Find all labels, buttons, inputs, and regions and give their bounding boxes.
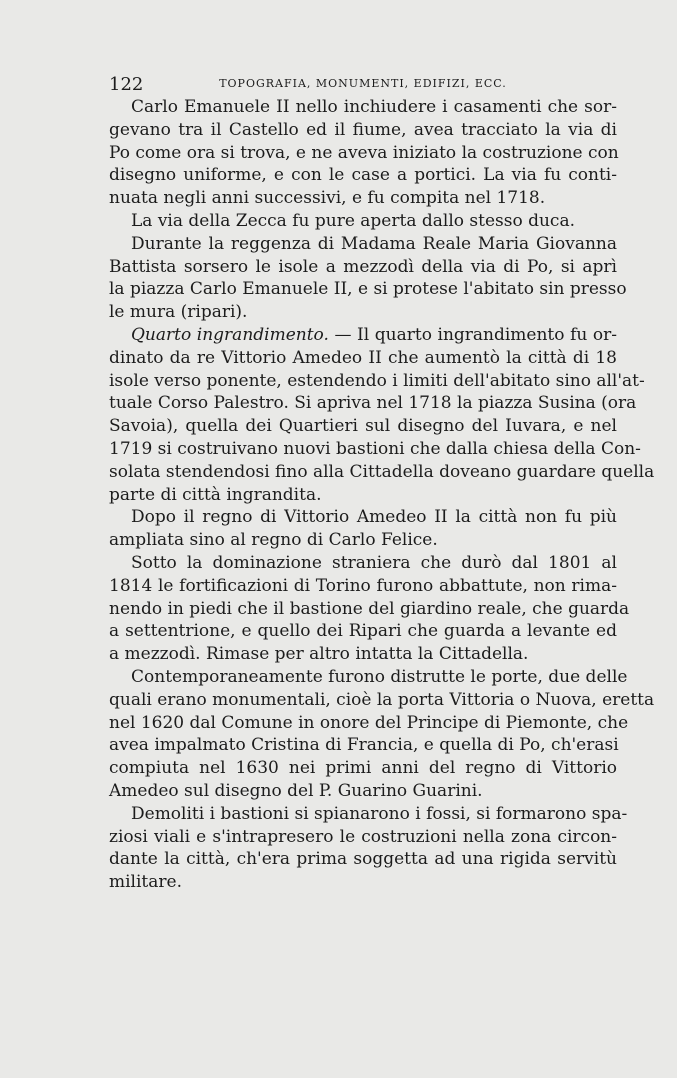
- text-line: militare.: [109, 872, 182, 893]
- text-line: ampliata sino al regno di Carlo Felice.: [109, 530, 438, 551]
- text-line: le mura (ripari).: [109, 302, 248, 323]
- paragraph: [109, 233, 627, 324]
- text-line: Savoia), quella dei Quartieri sul disegno del Iuvara, e nel: [109, 416, 617, 437]
- text-line: ziosi viali e s'intrapresero le costruzioni nella zona circon-: [109, 826, 617, 847]
- paragraph: [109, 210, 617, 233]
- running-head: TOPOGRAFIA, MONUMENTI, EDIFIZI, ECC.: [219, 77, 507, 90]
- paragraph: [109, 803, 628, 894]
- text-line: [109, 324, 617, 347]
- text-line: dante la città, ch'era prima soggetta ad una rigida servitù: [109, 849, 617, 870]
- text-body: [109, 96, 655, 894]
- paragraph: [109, 324, 655, 506]
- text-line: nel 1620 dal Comune in onore del Principe di Piemonte, che: [109, 712, 629, 733]
- paragraph: [109, 506, 617, 552]
- page-header: [109, 74, 617, 98]
- text-line: nuata negli anni successivi, e fu compita nel 1718.: [109, 188, 546, 209]
- text-line: la piazza Carlo Emanuele II, e si protese l'abitato sin presso: [109, 279, 627, 300]
- text-line: tuale Corso Palestro. Si apriva nel 1718 la piazza Susina (ora: [109, 393, 637, 414]
- text-line: Dopo il regno di Vittorio Amedeo II la città non fu più: [131, 507, 617, 528]
- text-line: La via della Zecca fu pure aperta dallo stesso duca.: [131, 210, 575, 231]
- text-line: gevano tra il Castello ed il fiume, avea tracciato la via di: [109, 119, 617, 140]
- text-line: dinato da re Vittorio Amedeo II che aumentò la città di 18: [109, 347, 617, 368]
- section-heading: Quarto ingrandimento.: [131, 324, 329, 345]
- text-line: a mezzodì. Rimase per altro intatta la Cittadella.: [109, 644, 529, 665]
- text-line: a settentrione, e quello dei Ripari che guarda a levante ed: [109, 621, 617, 642]
- text-line: parte di città ingrandita.: [109, 484, 322, 505]
- paragraph: [109, 666, 655, 803]
- text-line: isole verso ponente, estendendo i limiti dell'abitato sino all'at-: [109, 370, 645, 391]
- text-line-content: — Il quarto ingrandimento fu or-: [328, 324, 617, 345]
- text-line: 1719 si costruivano nuovi bastioni che dalla chiesa della Con-: [109, 438, 641, 459]
- text-line: solata stendendosi fino alla Cittadella doveano guardare quella: [109, 461, 655, 482]
- text-line: nendo in piedi che il bastione del giardino reale, che guarda: [109, 598, 630, 619]
- text-line: 1814 le fortificazioni di Torino furono abbattute, non rima-: [109, 575, 617, 596]
- text-line: Demoliti i bastioni si spianarono i fossi, si formarono spa-: [131, 803, 628, 824]
- text-line: Amedeo sul disegno del P. Guarino Guarini.: [109, 780, 483, 801]
- text-line: disegno uniforme, e con le case a portici. La via fu conti-: [109, 165, 617, 186]
- paragraph: [109, 552, 630, 666]
- text-line: Po come ora si trova, e ne aveva iniziato la costruzione con: [109, 142, 619, 163]
- text-line: quali erano monumentali, cioè la porta Vittoria o Nuova, eretta: [109, 689, 655, 710]
- text-line: Contemporaneamente furono distrutte le porte, due delle: [131, 666, 628, 687]
- text-line: Durante la reggenza di Madama Reale Maria Giovanna: [131, 233, 617, 254]
- page-number: 122: [109, 74, 144, 95]
- text-line: Sotto la dominazione straniera che durò dal 1801 al: [131, 552, 617, 573]
- text-line: compiuta nel 1630 nei primi anni del regno di Vittorio: [109, 758, 617, 779]
- paragraph: [109, 96, 617, 210]
- text-line: Battista sorsero le isole a mezzodì della via di Po, si aprì: [109, 256, 617, 277]
- text-line: avea impalmato Cristina di Francia, e quella di Po, ch'erasi: [109, 735, 619, 756]
- text-line: Carlo Emanuele II nello inchiudere i casamenti che sor-: [131, 97, 617, 117]
